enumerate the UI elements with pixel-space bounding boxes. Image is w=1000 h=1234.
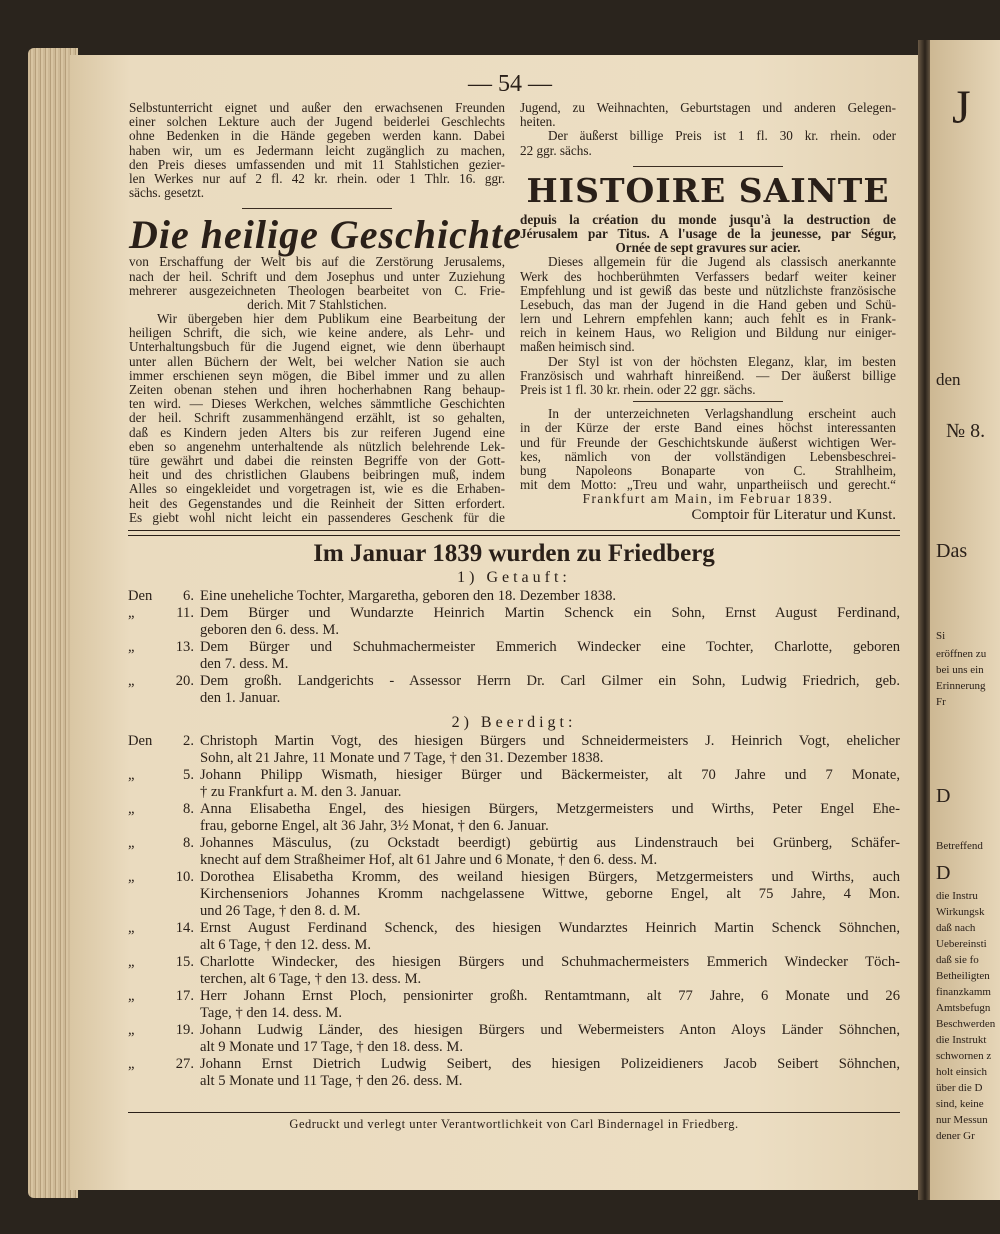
imprint-footer: Gedruckt und verlegt unter Verantwortlichkeit von Carl Bindernagel in Friedberg. [128, 1112, 900, 1132]
fragment-text: J [952, 81, 971, 134]
page-number: — 54 — [468, 71, 552, 97]
entry-line: Herr Johann Ernst Ploch, pensionirter großh. Rentamtmann, alt 77 Jahre, 6 Monate und 26 [200, 988, 900, 1004]
text-line: Jérusalem par Titus. A l'usage de la jeunesse, par Ségur, [520, 226, 896, 241]
text-line: den Preis dieses umfassenden und mit 11 Stahlstichen gezier- [129, 157, 505, 172]
fragment-text: eröffnen zu [936, 648, 987, 660]
text-line: lern und Lehrern empfehlen kann; auch fehlt es in Frank- [520, 312, 896, 327]
advert-body [129, 312, 505, 525]
fragment-text: Das [936, 540, 968, 562]
advert-title: Die heilige Geschichte [129, 212, 523, 258]
entry-line: Dem großh. Landgerichts - Assessor Herrn Dr. Carl Gilmer ein Sohn, Ludwig Friedrich, geb. [200, 673, 900, 689]
register-entry [128, 605, 900, 639]
text-line: Jugend, zu Weihnachten, Geburtstagen und anderen Gelegen- [520, 101, 896, 115]
publisher-notice [520, 407, 896, 492]
baptized-heading: 1) Getauft: [457, 569, 571, 586]
text-line: Zeiten obenan stehen und ihren hocherhabnen Rang behaup- [129, 383, 505, 397]
entry-line: Ernst August Ferdinand Schenck, des hiesigen Wundarztes Heinrich Martin Schenck Söhnchen, [200, 920, 900, 936]
entry-day: 27. [175, 1056, 194, 1072]
fragment-text: holt einsich [936, 1066, 988, 1078]
french-subtitle [520, 213, 896, 256]
entry-line: alt 5 Monate und 11 Tage, † den 26. dess. M. [200, 1073, 463, 1089]
fragment-text: Uebereinsti [936, 938, 987, 950]
fragment-text: Si [936, 630, 946, 642]
fragment-text: die Instru [936, 890, 978, 902]
text-line: Selbstunterricht eignet und außer den erwachsenen Freunden [129, 101, 505, 115]
text-line: maßen heimisch sind. [520, 340, 635, 355]
entry-day: 13. [175, 639, 194, 655]
entry-day: 17. [175, 988, 194, 1004]
entry-day: 20. [175, 673, 194, 689]
text-line: mit dem Motto: „Treu und wahr, unpartheiisch und gerecht.“ [520, 478, 896, 493]
text-line: in der Kürze der erste Band eines höchst interessanten [520, 421, 896, 436]
text-line: sächs. gesetzt. [129, 186, 205, 201]
entry-line: den 1. Januar. [200, 690, 281, 706]
text-line: einer solchen Lekture auch der Jugend beiderlei Geschlechts [129, 115, 505, 130]
fragment-text: schwornen z [936, 1050, 992, 1062]
text-line: heiligen Schrift, die sich, wie keine andere, als Lehr- und [129, 326, 505, 341]
entry-day: 8. [183, 801, 194, 817]
entry-line: terchen, alt 6 Tage, † den 13. dess. M. [200, 971, 422, 987]
text-line: Empfehlung und ist gewiß das beste und nützlichste französische [520, 283, 896, 298]
divider [633, 166, 783, 167]
text-line: ohne Bedenken in die Hände gegeben werden kann. Dabei [129, 129, 505, 144]
register-entry [128, 588, 900, 605]
entry-day: 6. [183, 588, 194, 604]
entry-line: geboren den 6. dess. M. [200, 622, 340, 638]
register-entry [128, 869, 900, 920]
fragment-text: № 8. [946, 420, 986, 442]
register-entry [128, 954, 900, 988]
text-line: heiten. [520, 115, 556, 130]
text-line: haben wir, um es Jedermann leicht zugänglich zu machen, [129, 143, 505, 158]
left-column [129, 101, 523, 525]
entry-day: 19. [175, 1022, 194, 1038]
right-column [520, 101, 896, 524]
entry-line: Charlotte Windecker, des hiesigen Bürgers und Schuhmachermeisters Emmerich Windecker Töch- [200, 954, 900, 970]
fragment-text: Amtsbefugn [936, 1002, 991, 1014]
text-line: kes, nämlich von der vollständigen Lebensbeschrei- [520, 449, 896, 464]
entry-prefix: „ [128, 835, 135, 851]
entry-line: frau, geborne Engel, alt 36 Jahr, 3½ Monat, † den 6. Januar. [200, 818, 549, 834]
register-entry [128, 988, 900, 1022]
divider [633, 401, 783, 402]
fragment-text: nur Messun [936, 1114, 988, 1126]
entry-line: alt 6 Tage, † den 12. dess. M. [200, 937, 371, 953]
register-entry [128, 673, 900, 707]
text-line: eben so angenehm unterhaltende als nützlich belehrende Lek- [129, 439, 505, 454]
entry-day: 5. [183, 767, 194, 783]
entry-day: 2. [183, 733, 194, 749]
fragment-text: Wirkungsk [936, 906, 985, 918]
fragment-text: daß nach [936, 922, 976, 934]
intro-paragraph [520, 101, 896, 158]
entry-line: Tage, † den 14. dess. M. [200, 1005, 343, 1021]
place-date: Frankfurt am Main, im Februar 1839. [582, 492, 834, 507]
divider [242, 208, 392, 209]
fragment-text: dener Gr [936, 1130, 975, 1142]
entry-line: den 7. dess. M. [200, 656, 289, 672]
text-line: Wir übergeben hier dem Publikum eine Bearbeitung der [157, 312, 505, 327]
text-line: len Werkes nur auf 2 fl. 42 kr. rhein. oder 1 Thlr. 16. ggr. [129, 171, 505, 186]
register-entry [128, 1022, 900, 1056]
fragment-text: D [936, 862, 951, 884]
fragment-text: Betheiligten [936, 970, 990, 982]
entry-day: 11. [176, 605, 194, 621]
entry-prefix: „ [128, 767, 135, 783]
register-entry [128, 920, 900, 954]
text-line: Ornée de sept gravures sur acier. [615, 241, 801, 256]
text-line: 22 ggr. sächs. [520, 143, 592, 158]
entry-day: 10. [175, 869, 194, 885]
entry-line: † zu Frankfurt a. M. den 3. Januar. [200, 784, 402, 800]
entry-line: Dem Bürger und Schuhmachermeister Emmerich Windecker eine Tochter, Charlotte, geboren [200, 639, 900, 655]
text-line: der heil. Schrift zusammenhängend erzählt, ist so gehalten, [129, 411, 505, 426]
entry-line: Johann Philipp Wismath, hiesiger Bürger und Bäckermeister, alt 70 Jahre und 7 Monate, [200, 767, 900, 783]
entry-line: Johannes Mäsculus, (zu Ockstadt beerdigt) gebürtig aus Lindenstrauch bei Grünberg, Schäfer- [200, 835, 900, 851]
fragment-text: die Instrukt [936, 1034, 987, 1046]
entry-prefix: Den [128, 733, 153, 749]
advert-subtitle [129, 255, 505, 312]
entry-line: Dorothea Elisabetha Kromm, des weiland hiesigen Bürgers, Metzgermeisters und Wirths, auch [200, 869, 900, 885]
fragment-text: Erinnerung [936, 680, 986, 692]
text-line: nach der heil. Schrift und dem Josephus und unter Zuziehung [129, 269, 505, 284]
entry-line: Dem Bürger und Wundarzte Heinrich Martin Schenck ein Sohn, Ernst August Ferdinand, [200, 605, 900, 621]
entry-line: Christoph Martin Vogt, des hiesigen Bürgers und Schneidermeisters J. Heinrich Vogt, ehelicher [200, 733, 900, 749]
text-line: In der unterzeichneten Verlagshandlung erscheint auch [548, 407, 896, 422]
entry-line: Sohn, alt 21 Jahre, 11 Monate und 7 Tage, † den 31. Dezember 1838. [200, 750, 604, 766]
entry-line: Johann Ernst Dietrich Ludwig Seibert, des hiesigen Polizeidieners Jacob Seibert Söhnchen, [200, 1056, 900, 1072]
text-line: und für Freunde der Geschichtskunde äußerst wichtigen Wer- [520, 435, 896, 450]
intro-paragraph [129, 101, 505, 200]
next-page-fragment [930, 40, 1000, 1200]
publisher-name: Comptoir für Literatur und Kunst. [691, 506, 896, 523]
entry-line: Kirchenseniors Johannes Kromm nachgelassene Wittwe, geborne Engel, alt 75 Jahre, 4 Mon. [200, 886, 900, 902]
fragment-text: sind, keine [936, 1098, 984, 1110]
text-line: Alles so eingekleidet und vorgetragen ist, wie es die Erhaben- [129, 482, 505, 497]
entry-prefix: „ [128, 954, 135, 970]
text-line: Der äußerst billige Preis ist 1 fl. 30 kr. rhein. oder [548, 129, 896, 144]
register-entry [128, 639, 900, 673]
text-line: Französisch und wahrhaft hinreißend. — Der äußerst billige [520, 368, 896, 383]
advert-body [520, 255, 896, 397]
entry-prefix: Den [128, 588, 153, 604]
register-entry [128, 801, 900, 835]
advert-title: HISTOIRE SAINTE [526, 170, 890, 210]
fragment-text: Beschwerden [936, 1018, 996, 1030]
text-line: mehrerer ausgezeichneten Theologen bearbeitet von C. Frie- [129, 283, 505, 298]
text-line: unter allen Büchern der Welt, bei welcher Nation sie auch [129, 354, 505, 369]
entry-line: Johann Ludwig Länder, des hiesigen Bürgers und Webermeisters Anton Aloys Länder Söhnchen, [200, 1022, 900, 1038]
entry-prefix: „ [128, 1022, 135, 1038]
text-line: Unterhaltungsbuch für die Jugend eignet, wie denn überhaupt [129, 340, 505, 355]
entry-line: Anna Elisabetha Engel, des hiesigen Bürgers, Metzgermeisters und Wirths, Peter Engel Ehe- [200, 801, 900, 817]
entry-day: 8. [183, 835, 194, 851]
fragment-text: über die D [936, 1082, 983, 1094]
entry-day: 14. [175, 920, 194, 936]
register-entry [128, 1056, 900, 1090]
entry-day: 15. [175, 954, 194, 970]
text-line: Preis ist 1 fl. 30 kr. rhein. oder 22 ggr. sächs. [520, 383, 756, 397]
entry-prefix: „ [128, 639, 135, 655]
entry-prefix: „ [128, 801, 135, 817]
text-line: heit und des christlichen Glaubens beibringen muß, indem [129, 468, 505, 483]
entry-line: und 26 Tage, † den 8. d. M. [200, 903, 361, 919]
entry-prefix: „ [128, 605, 135, 621]
text-line: depuis la création du monde jusqu'à la destruction de [520, 212, 896, 227]
text-line: Lesebuch, das man der Jugend in die Hand geben und Schü- [520, 297, 896, 312]
parish-register [128, 540, 900, 1090]
text-line: ten wird. — Dieses Werkchen, welches sämmtliche Geschichten [129, 397, 505, 412]
entry-line: alt 9 Monate und 17 Tage, † den 18. dess. M. [200, 1039, 463, 1055]
entry-prefix: „ [128, 988, 135, 1004]
buried-list [128, 733, 900, 1090]
entry-prefix: „ [128, 1056, 135, 1072]
text-line: heit des Gegenstandes und die Reinheit der Sitten erfordert. [129, 496, 505, 511]
fragment-text: Fr [936, 696, 946, 708]
text-line: Der Styl ist von der höchsten Eleganz, klar, im besten [548, 354, 896, 369]
text-line: derich. Mit 7 Stahlstichen. [247, 297, 387, 312]
text-line: Werk des hochberühmten Verfassers bedarf weiter keiner [520, 269, 896, 284]
entry-prefix: „ [128, 869, 135, 885]
text-line: Es giebt wohl nicht leicht ein passenderes Geschenk für die [129, 510, 505, 525]
text-line: von Erschaffung der Welt bis auf die Zerstörung Jerusalems, [129, 255, 505, 270]
register-entry [128, 733, 900, 767]
register-heading: Im Januar 1839 wurden zu Friedberg [313, 540, 715, 567]
buried-heading: 2) Beerdigt: [451, 714, 577, 731]
entry-line: knecht auf dem Straßheimer Hof, alt 61 Jahre und 6 Monate, † den 6. dess. M. [200, 852, 658, 868]
text-line: bung Napoleons Bonaparte von C. Strahlheim, [520, 463, 896, 478]
entry-prefix: „ [128, 673, 135, 689]
fragment-text: finanzkamm [936, 986, 991, 998]
fragment-text: bei uns ein [936, 664, 984, 676]
entry-line: Eine uneheliche Tochter, Margaretha, geboren den 18. Dezember 1838. [200, 588, 617, 604]
text-line: immer erschienen seyn mögen, die Bibel immer und zu allen [129, 368, 505, 383]
fragment-text: D [936, 785, 951, 807]
text-line: türe gewährt und dabei die reinsten Begriffe von der Gott- [129, 453, 505, 468]
text-line: Dieses allgemein für die Jugend als classisch anerkannte [548, 255, 896, 270]
entry-prefix: „ [128, 920, 135, 936]
fragment-text: Betreffend [936, 840, 983, 852]
fragment-text: daß sie fo [936, 954, 979, 966]
double-rule [128, 530, 900, 536]
baptized-list [128, 588, 900, 707]
fragment-text: den [936, 370, 961, 389]
register-entry [128, 835, 900, 869]
register-entry [128, 767, 900, 801]
text-line: reich in keinem Haus, wo Religion und Bildung nur einiger- [520, 326, 896, 341]
text-line: daß es Kindern jeden Alters bis zur reiferen Jugend eine [129, 425, 505, 440]
